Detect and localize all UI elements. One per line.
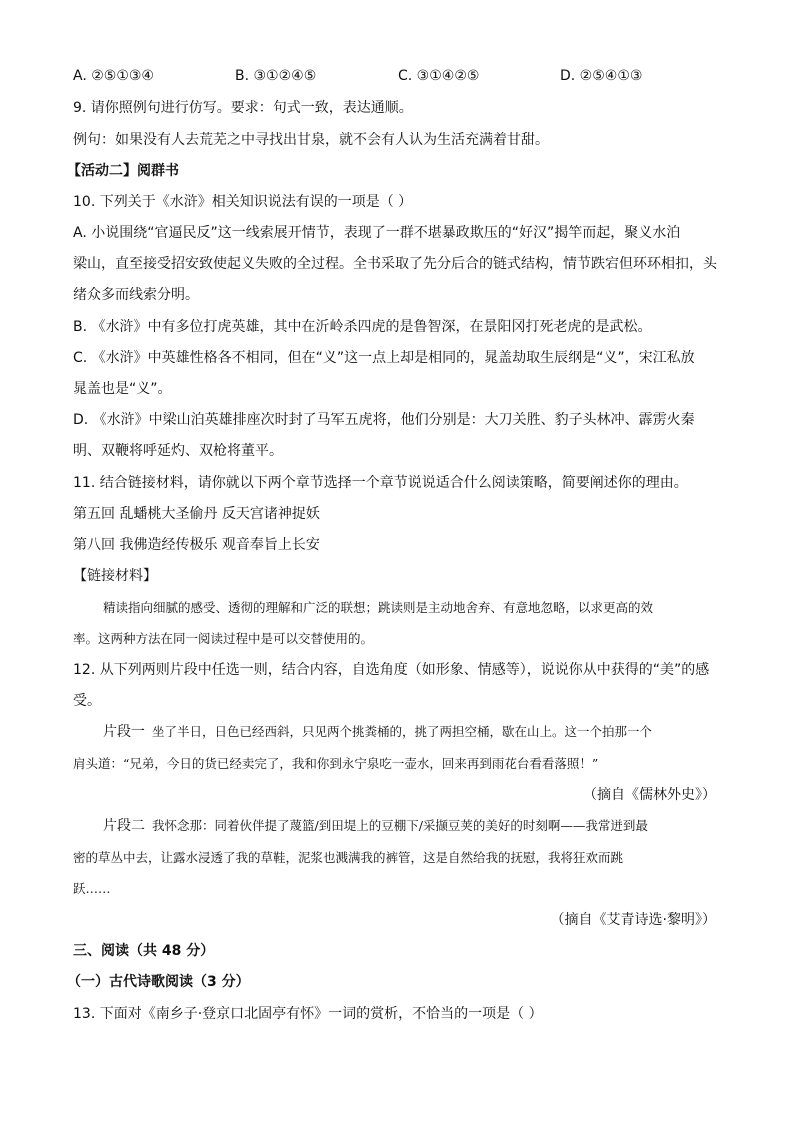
q10-option-c-line: 晁盖也是“义”。 xyxy=(73,381,172,397)
q8-option-d: D. ②⑤④①③ xyxy=(560,68,643,84)
q10-option-d-line: 明、双鞭将呼延灼、双枪将董平。 xyxy=(73,443,283,459)
q10-option-a-line: 梁山，直至接受招安致使起义失败的全过程。全书采取了先分后合的链式结构，情节跌宕但环环相扣，头 xyxy=(73,256,717,272)
q11-link-text: 率。这两种方法在同一阅读过程中是可以交替使用的。 xyxy=(73,631,374,646)
section3-heading: 三、阅读（共 48 分） xyxy=(73,943,215,959)
q10-option-d-line: D. 《水浒》中梁山泊英雄排座次时封了马军五虎将，他们分别是：大刀关胜、豹子头林冲、霹雳火秦 xyxy=(73,412,695,428)
q12-fragment1-text: 坐了半日，日色已经西斜，只见两个挑粪桶的，挑了两担空桶，歇在山上。这一个拍那一个 xyxy=(152,724,653,739)
q10-option-a-line: A. 小说围绕“官逼民反”这一线索展开情节，表现了一群不堪暴政欺压的“好汉”揭竿而起，聚义水泊 xyxy=(73,225,681,241)
q11-link-label: 【链接材料】 xyxy=(73,568,157,584)
q12-fragment2-label: 片段二 xyxy=(103,818,145,834)
q10-option-c-line: C. 《水浒》中英雄性格各不相同，但在“义”这一点上却是相同的，晁盖劫取生辰纲是“义”，宋江私放 xyxy=(73,350,695,366)
q11-stem: 11. 结合链接材料，请你就以下两个章节选择一个章节说说适合什么阅读策略，简要阐述你的理由。 xyxy=(73,475,688,491)
q9-stem: 9. 请你照例句进行仿写。要求：句式一致，表达通顺。 xyxy=(73,100,413,116)
q10-stem: 10. 下列关于《水浒》相关知识说法有误的一项是（ ） xyxy=(73,194,413,210)
q12-fragment2-text: 跃…… xyxy=(73,881,111,896)
section3-subheading: （一）古代诗歌阅读（3 分） xyxy=(67,974,250,990)
q12-fragment2-text: 密的草丛中去，让露水浸透了我的草鞋，泥浆也溅满我的裤管，这是自然给我的抚慰，我将狂欢而跳 xyxy=(73,850,624,865)
q11-chapter-5: 第五回 乱蟠桃大圣偷丹 反天宫诸神捉妖 xyxy=(73,506,320,522)
q12-stem: 受。 xyxy=(73,693,101,709)
q11-link-text: 精读指向细腻的感受、透彻的理解和广泛的联想；跳读则是主动地舍弃、有意地忽略，以求更高的效 xyxy=(103,600,654,615)
q12-fragment1-label: 片段一 xyxy=(103,724,145,740)
q8-option-b: B. ③①②④⑤ xyxy=(235,68,317,84)
q12-stem: 12. 从下列两则片段中任选一则，结合内容，自选角度（如形象、情感等），说说你从中获得的“美”的感 xyxy=(73,662,710,678)
activity2-heading: 【活动二】阅群书 xyxy=(67,163,179,179)
q10-option-a-line: 绪众多而线索分明。 xyxy=(73,287,199,303)
q11-chapter-8: 第八回 我佛造经传极乐 观音奉旨上长安 xyxy=(73,537,320,553)
q12-fragment2-source: （摘自《艾青诗选·黎明》） xyxy=(550,912,716,928)
q9-example: 例句：如果没有人去荒芜之中寻找出甘泉，就不会有人认为生活充满着甘甜。 xyxy=(73,132,549,148)
q12-fragment2-text: 我怀念那：同着伙伴提了蔑篮/到田堤上的豆棚下/采撷豆荚的美好的时刻啊——我常迸到最 xyxy=(152,818,648,833)
q8-option-c: C. ③①④②⑤ xyxy=(398,68,480,84)
q12-fragment1-source: （摘自《儒林外史》） xyxy=(583,787,716,803)
q13-stem: 13. 下面对《南乡子·登京口北固亭有怀》一词的赏析，不恰当的一项是（ ） xyxy=(73,1006,543,1022)
q10-option-b-line: B. 《水浒》中有多位打虎英雄，其中在沂岭杀四虎的是鲁智深，在景阳冈打死老虎的是武松。 xyxy=(73,319,652,335)
q12-fragment1-text: 肩头道：“兄弟，今日的货已经卖完了，我和你到永宁泉吃一壶水，回来再到雨花台看看落照！” xyxy=(73,756,599,771)
q8-option-a: A. ②⑤①③④ xyxy=(73,68,154,84)
